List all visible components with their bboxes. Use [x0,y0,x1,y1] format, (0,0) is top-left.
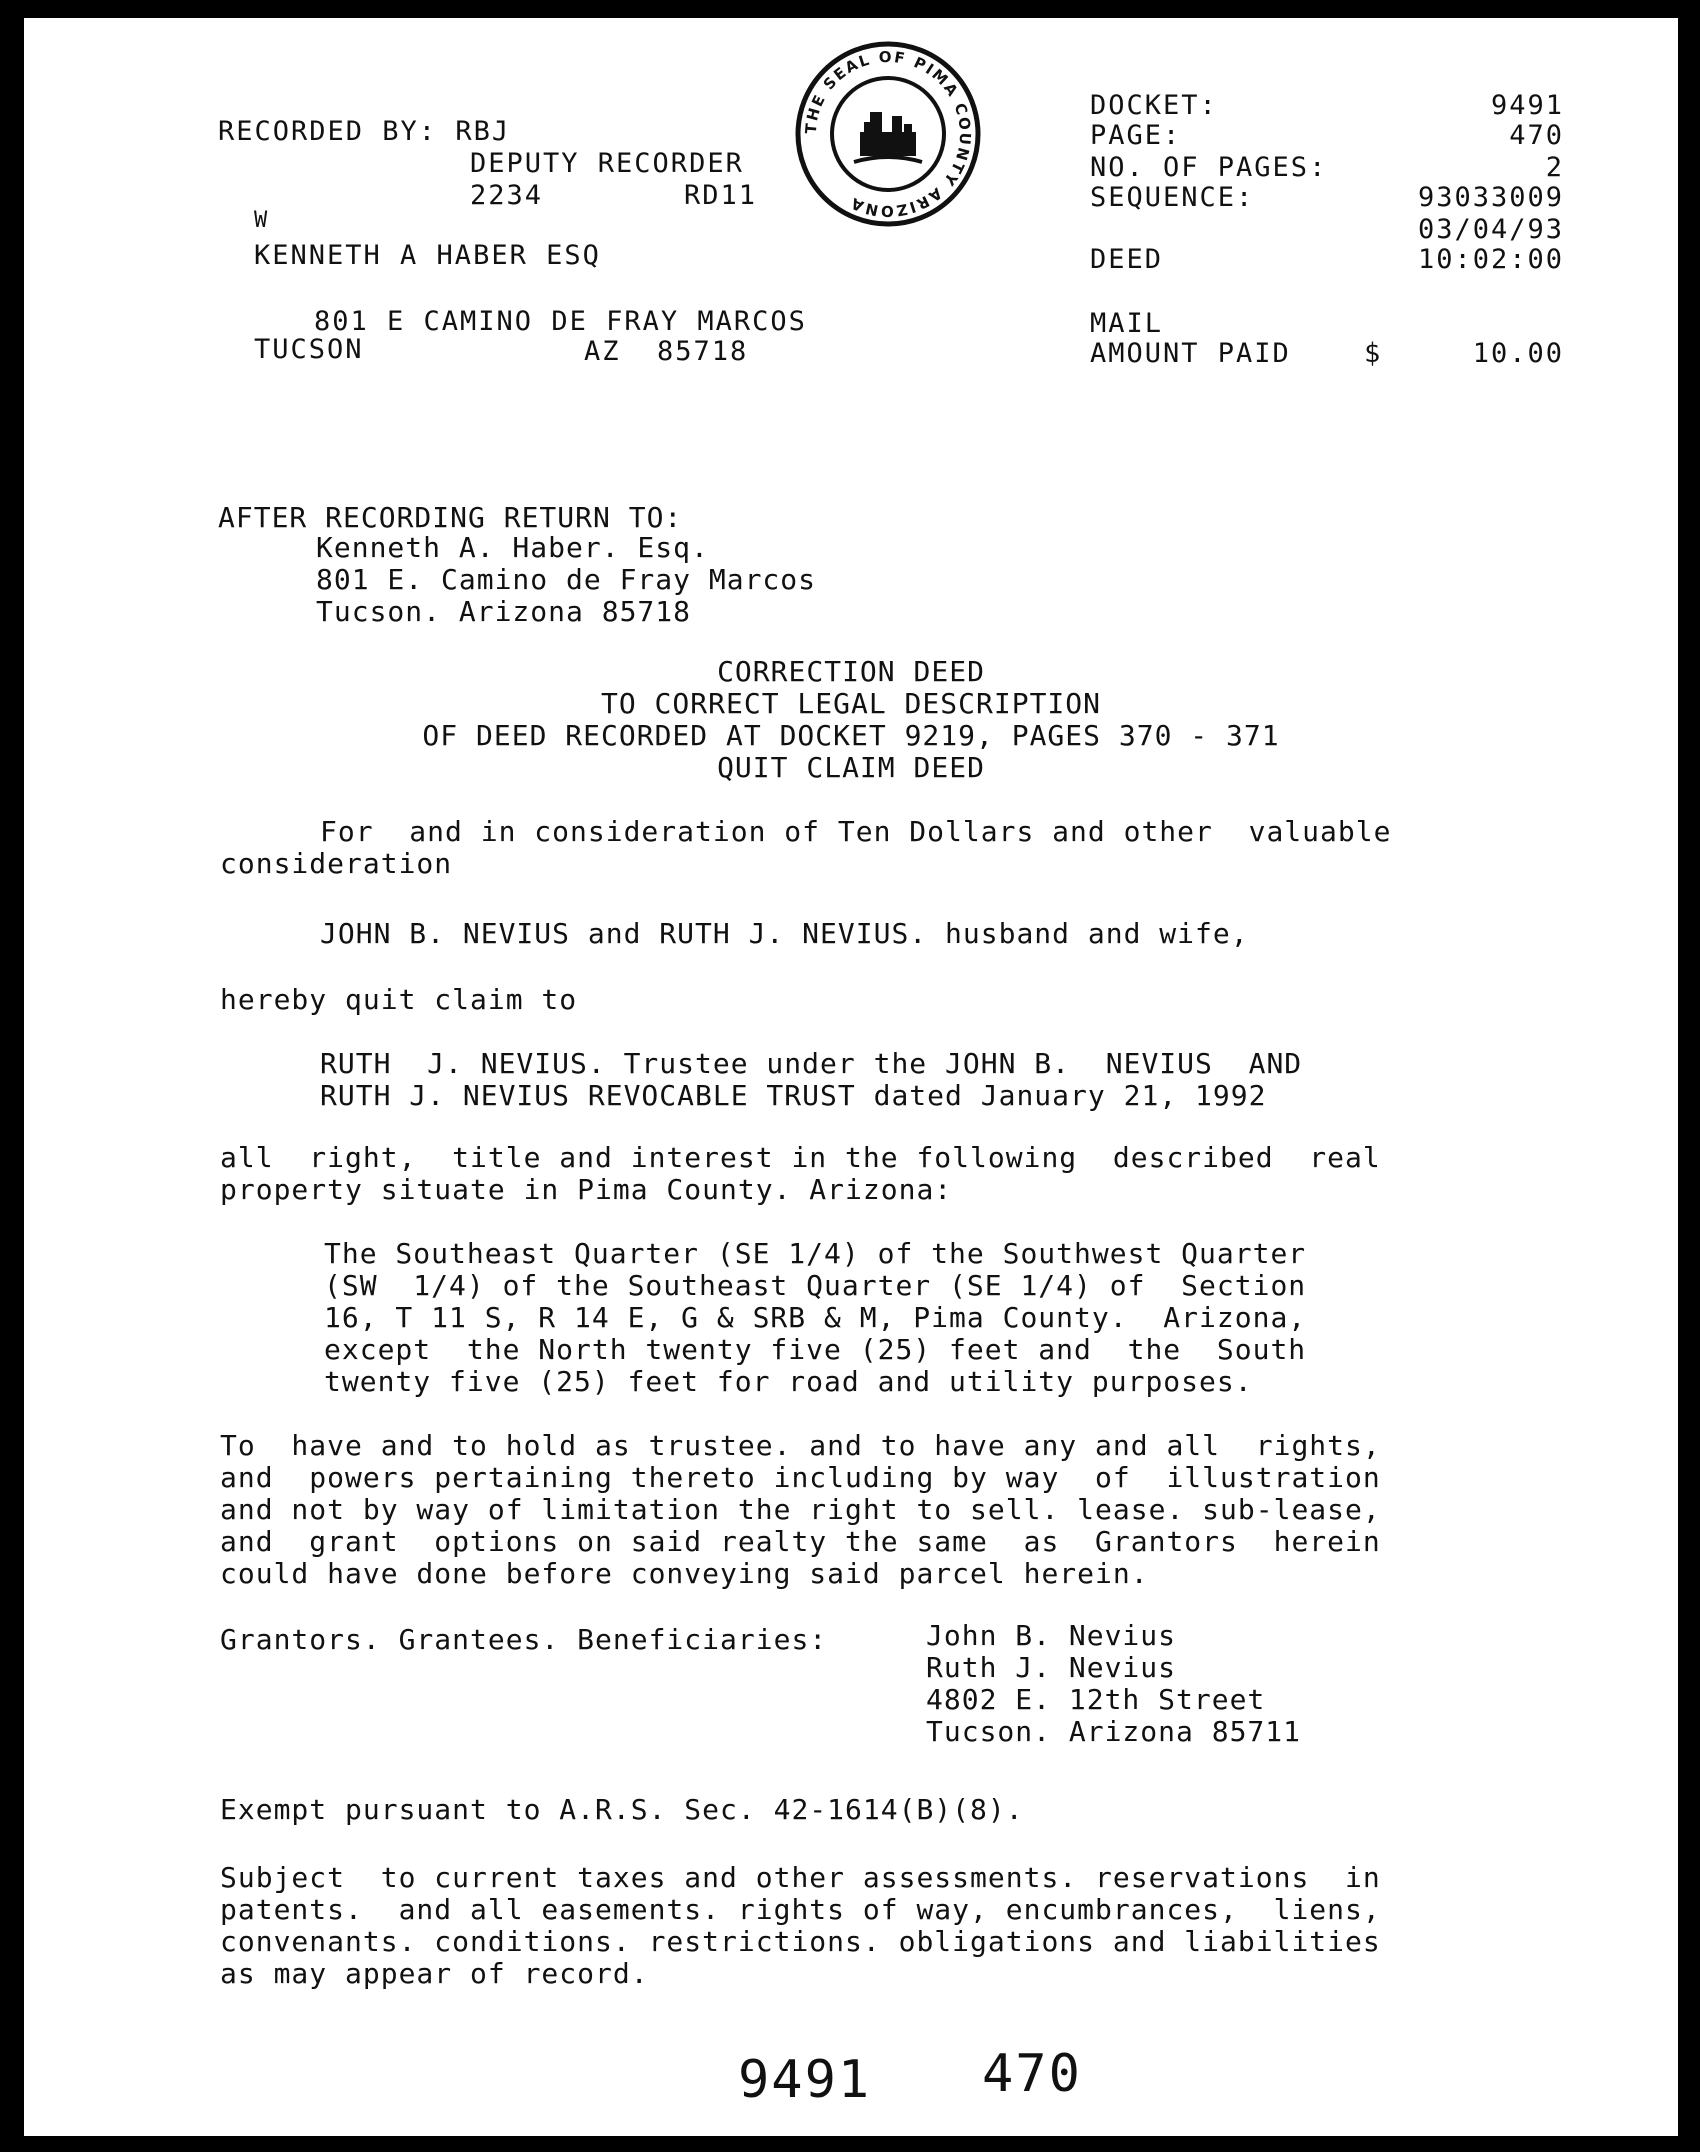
exempt-line: Exempt pursuant to A.R.S. Sec. 42-1614(B)(8). [220,1793,1024,1826]
page-label: PAGE: [1090,120,1182,151]
subject-line-2: patents. and all easements. rights of way, encumbrances, liens, [220,1893,1381,1926]
deed-title-1: CORRECTION DEED [717,655,985,688]
docket-value: 9491 [1490,90,1564,121]
quit-claim-line: hereby quit claim to [220,983,578,1016]
deed-title-2: TO CORRECT LEGAL DESCRIPTION [600,687,1101,720]
grantee-line-2: RUTH J. NEVIUS REVOCABLE TRUST dated January 21, 1992 [320,1079,1267,1112]
consideration-line-1: For and in consideration of Ten Dollars and other valuable [320,815,1392,848]
grantee-line-1: RUTH J. NEVIUS. Trustee under the JOHN B. NEVIUS AND [320,1047,1303,1080]
party-line-2: Ruth J. Nevius [926,1651,1177,1684]
docket-label: DOCKET: [1090,90,1218,121]
footer-page: 470 [982,2044,1082,2104]
svg-text:THE SEAL OF PIMA COUNTY ARIZON: THE SEAL OF PIMA COUNTY ARIZONA [801,47,975,221]
legal-line-2: (SW 1/4) of the Southeast Quarter (SE 1/4) of Section [324,1269,1307,1302]
return-to-city: Tucson. Arizona 85718 [316,595,692,628]
recording-time: 10:02:00 [1417,244,1564,275]
pages-label: NO. OF PAGES: [1090,152,1328,183]
amount-label: AMOUNT PAID [1090,338,1291,369]
hold-line-2: and powers pertaining thereto including by way of illustration [220,1461,1381,1494]
hold-line-3: and not by way of limitation the right to sell. lease. sub-lease, [220,1493,1381,1526]
grantors-line: JOHN B. NEVIUS and RUTH J. NEVIUS. husband and wife, [320,917,1249,950]
mail-label: MAIL [1090,308,1164,339]
return-to-street: 801 E. Camino de Fray Marcos [316,563,817,596]
sequence-label: SEQUENCE: [1090,182,1255,213]
legal-line-1: The Southeast Quarter (SE 1/4) of the Southwest Quarter [324,1237,1307,1270]
subject-line-1: Subject to current taxes and other assessments. reservations in [220,1861,1381,1894]
addressee-street: 801 E CAMINO DE FRAY MARCOS [314,306,807,337]
legal-line-5: twenty five (25) feet for road and utility purposes. [324,1365,1253,1398]
w-mark: W [254,208,270,233]
subject-line-3: convenants. conditions. restrictions. obligations and liabilities [220,1925,1381,1958]
addressee-state-zip: AZ 85718 [584,336,749,367]
deed-title-3: OF DEED RECORDED AT DOCKET 9219, PAGES 370 - 371 [422,719,1280,752]
hold-line-1: To have and to hold as trustee. and to have any and all rights, [220,1429,1381,1462]
parties-label: Grantors. Grantees. Beneficiaries: [220,1623,828,1656]
deputy-code: 2234 [470,180,544,211]
rights-line-1: all right, title and interest in the following described real [220,1141,1381,1174]
hold-line-5: could have done before conveying said parcel herein. [220,1557,1149,1590]
hold-line-4: and grant options on said realty the same as Grantors herein [220,1525,1381,1558]
pages-value: 2 [1545,152,1564,183]
rights-line-2: property situate in Pima County. Arizona: [220,1173,953,1206]
amount-currency: $ [1364,338,1383,369]
legal-line-3: 16, T 11 S, R 14 E, G & SRB & M, Pima County. Arizona, [324,1301,1307,1334]
amount-value: 10.00 [1472,338,1564,369]
party-line-4: Tucson. Arizona 85711 [926,1715,1302,1748]
addressee: KENNETH A HABER ESQ [254,240,601,271]
party-line-1: John B. Nevius [926,1619,1177,1652]
recorded-by: RECORDED BY: RBJ [218,116,511,147]
document-type: DEED [1090,244,1164,275]
return-to-heading: AFTER RECORDING RETURN TO: [218,501,683,534]
deed-title-4: QUIT CLAIM DEED [717,751,985,784]
addressee-city: TUCSON [254,334,364,365]
deed-page [24,18,1678,2136]
sequence-value: 93033009 [1417,182,1564,213]
party-line-3: 4802 E. 12th Street [926,1683,1266,1716]
county-seal-icon [794,40,982,228]
footer-docket: 9491 [738,2050,872,2110]
subject-line-4: as may appear of record. [220,1957,649,1990]
rd-code: RD11 [684,180,758,211]
return-to-name: Kenneth A. Haber. Esq. [316,531,709,564]
deputy-recorder: DEPUTY RECORDER [470,148,744,179]
consideration-line-2: consideration [220,847,453,880]
legal-line-4: except the North twenty five (25) feet and the South [324,1333,1307,1366]
page-value: 470 [1509,120,1564,151]
recording-date: 03/04/93 [1417,214,1564,245]
